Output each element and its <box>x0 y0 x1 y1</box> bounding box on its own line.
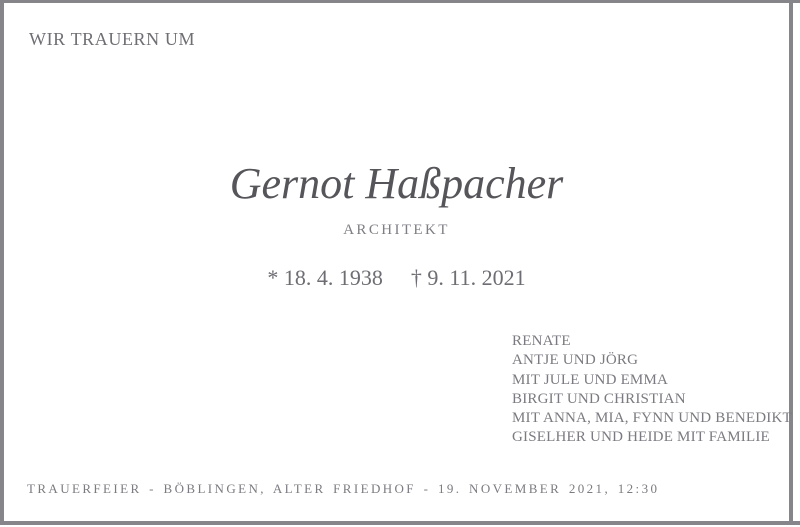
mourners-list <box>512 332 792 448</box>
mourner-line: RENATE <box>512 333 571 349</box>
funeral-info-line: TRAUERFEIER - BÖBLINGEN, ALTER FRIEDHOF - 19. NOVEMBER 2021, 12:30 <box>27 481 660 496</box>
deceased-profession: ARCHITEKT <box>343 222 450 238</box>
mourner-line: GISELHER UND HEIDE MIT FAMILIE <box>512 429 770 446</box>
death-date: † 9. 11. 2021 <box>410 265 526 290</box>
mourner-line: MIT JULE UND EMMA <box>512 371 669 388</box>
deceased-name: Gernot Haßpacher <box>229 159 564 208</box>
mourner-line: BIRGIT UND CHRISTIAN <box>512 390 686 407</box>
mourner-line: ANTJE UND JÖRG <box>512 352 639 369</box>
frame-left-rule <box>0 0 4 525</box>
frame-bottom-rule <box>0 521 800 525</box>
birth-date: * 18. 4. 1938 <box>267 265 383 290</box>
mourner-line: MIT ANNA, MIA, FYNN UND BENEDIKT <box>512 410 792 427</box>
life-dates <box>0 265 793 291</box>
frame-top-rule <box>0 0 800 3</box>
mourning-intro-line: WIR TRAUERN UM <box>29 29 196 49</box>
